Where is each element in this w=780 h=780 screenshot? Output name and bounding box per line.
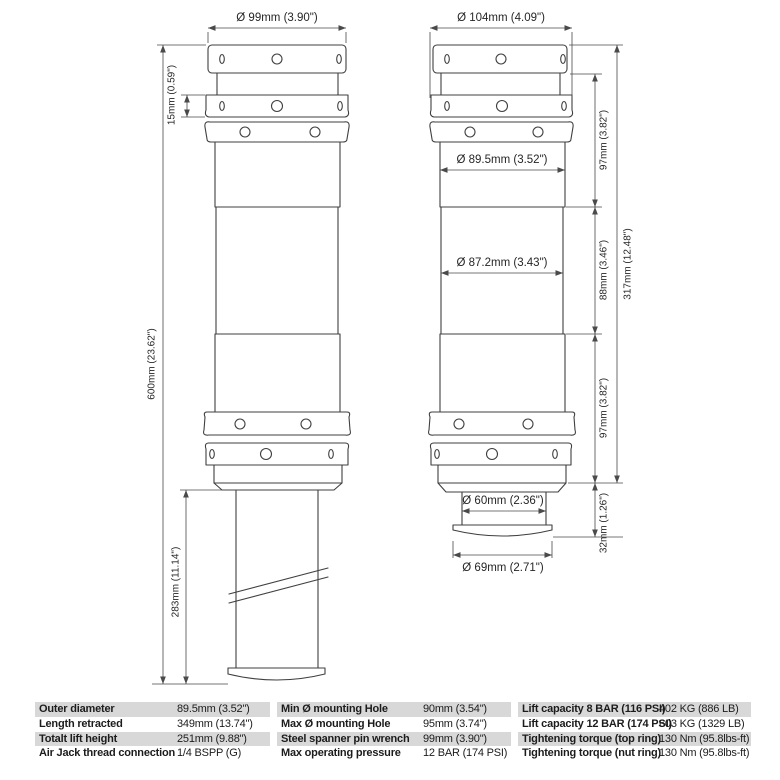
spec-value: 130 Nm (95.8lbs-ft) bbox=[659, 732, 750, 745]
spec-value: 603 KG (1329 LB) bbox=[659, 717, 745, 730]
dimension-32mm-foot bbox=[553, 483, 623, 553]
dim-label: Ø 104mm (4.09") bbox=[457, 12, 545, 24]
dimension-piston-diameter bbox=[462, 495, 546, 511]
spec-label: Tightening torque (top ring) bbox=[522, 732, 662, 745]
top-plate-holes bbox=[220, 54, 342, 64]
spec-row bbox=[35, 746, 270, 761]
piston-foot bbox=[228, 668, 325, 680]
spec-row bbox=[277, 732, 511, 747]
upper-ring bbox=[430, 95, 572, 117]
dimension-upper-body-diameter bbox=[440, 154, 565, 170]
spec-value: 89.5mm (3.52") bbox=[177, 703, 250, 715]
dim-label: 15mm (0.59") bbox=[166, 64, 178, 126]
cylinder-upper bbox=[215, 142, 340, 207]
top-neck bbox=[441, 73, 560, 95]
jack-extended-view bbox=[204, 45, 351, 680]
spec-row bbox=[518, 732, 751, 747]
spec-value: 349mm (13.74") bbox=[177, 717, 253, 730]
dimension-15mm bbox=[167, 65, 205, 125]
dim-label: 317mm (12.48") bbox=[622, 228, 634, 300]
bottom-ring-holes bbox=[435, 449, 558, 460]
upper-ring-holes bbox=[220, 101, 343, 112]
upper-ring bbox=[205, 95, 348, 117]
spec-row bbox=[35, 702, 270, 717]
piston-thread-mark bbox=[229, 568, 328, 603]
spec-value: 1/4 BSPP (G) bbox=[177, 747, 242, 760]
bottom-collar bbox=[214, 465, 342, 483]
spec-label: Lift capacity 8 BAR (116 PSI) bbox=[522, 703, 666, 715]
spec-value: 90mm (3.54") bbox=[423, 703, 487, 715]
dimension-top-plate-diameter-left bbox=[208, 12, 346, 43]
bottom-collar bbox=[438, 465, 566, 483]
top-plate-holes bbox=[445, 54, 566, 64]
cylinder-middle bbox=[441, 207, 563, 334]
spec-value: 130 Nm (95.8lbs-ft) bbox=[659, 747, 750, 760]
dimension-88mm bbox=[566, 207, 610, 334]
dim-label: 32mm (1.26") bbox=[598, 492, 610, 554]
cylinder-middle bbox=[216, 207, 338, 334]
piston-rod bbox=[236, 490, 318, 668]
bottom-ring bbox=[430, 443, 571, 465]
spec-value: 99mm (3.90") bbox=[423, 732, 487, 745]
dimension-middle-body-diameter bbox=[441, 257, 563, 273]
spec-label: Totalt lift height bbox=[39, 732, 118, 745]
dim-label: 97mm (3.82") bbox=[598, 377, 610, 439]
spec-row bbox=[35, 717, 270, 732]
spec-row bbox=[518, 717, 751, 732]
bottom-ring bbox=[205, 443, 348, 465]
spec-value: 251mm (9.88") bbox=[177, 732, 247, 745]
top-plate bbox=[433, 45, 567, 73]
bottom-lock-ring-holes bbox=[235, 419, 311, 429]
spec-group-mounting bbox=[277, 702, 511, 761]
piston-foot bbox=[453, 525, 552, 536]
spec-label: Lift capacity 12 BAR (174 PSI) bbox=[522, 717, 672, 730]
dim-label: Ø 69mm (2.71") bbox=[462, 562, 544, 574]
spec-label: Outer diameter bbox=[39, 703, 115, 715]
spec-row bbox=[277, 702, 511, 717]
dim-label: Ø 60mm (2.36") bbox=[462, 495, 544, 507]
spec-value: 402 KG (886 LB) bbox=[659, 703, 739, 715]
dimension-97mm-lower bbox=[568, 334, 623, 483]
dimension-top-ring-diameter-right bbox=[430, 12, 572, 98]
cylinder-lower bbox=[215, 334, 340, 412]
bottom-lock-ring bbox=[204, 412, 351, 435]
spec-label: Tightening torque (nut ring) bbox=[522, 747, 662, 760]
spec-value: 95mm (3.74") bbox=[423, 717, 487, 730]
spec-group-dimensions bbox=[35, 702, 270, 761]
cylinder-lower bbox=[440, 334, 565, 412]
spec-table bbox=[35, 702, 751, 761]
top-neck bbox=[217, 73, 338, 95]
dim-label: 97mm (3.82") bbox=[598, 109, 610, 171]
top-plate bbox=[208, 45, 346, 73]
bottom-taper bbox=[438, 483, 566, 492]
upper-ring-holes bbox=[445, 101, 567, 112]
cylinder-upper bbox=[440, 142, 565, 207]
dim-label: 600mm (23.62") bbox=[146, 328, 158, 400]
dimension-foot-diameter bbox=[453, 541, 552, 574]
spec-label: Steel spanner pin wrench bbox=[281, 732, 410, 745]
top-lock-ring-holes bbox=[240, 127, 320, 137]
spec-row bbox=[518, 746, 751, 761]
spec-row bbox=[277, 717, 511, 732]
spec-row bbox=[277, 746, 511, 761]
dim-label: Ø 99mm (3.90") bbox=[236, 12, 318, 24]
top-lock-ring-holes bbox=[465, 127, 543, 137]
spec-value: 12 BAR (174 PSI) bbox=[423, 747, 508, 760]
dimension-283mm-stroke bbox=[171, 490, 240, 684]
top-lock-ring bbox=[430, 122, 573, 142]
spec-label: Min Ø mounting Hole bbox=[281, 703, 388, 715]
bottom-taper bbox=[214, 483, 342, 490]
dimension-97mm-upper bbox=[566, 74, 610, 207]
spec-label: Max operating pressure bbox=[281, 747, 401, 760]
spec-row bbox=[35, 732, 270, 747]
bottom-lock-ring bbox=[429, 412, 576, 435]
dim-label: 88mm (3.46") bbox=[598, 239, 610, 301]
dim-label: 283mm (11.14") bbox=[170, 546, 182, 618]
spec-group-capacity bbox=[518, 702, 751, 761]
spec-row bbox=[518, 702, 751, 717]
jack-retracted-view bbox=[429, 45, 576, 536]
bottom-lock-ring-holes bbox=[454, 419, 533, 429]
top-lock-ring bbox=[205, 122, 349, 142]
bottom-ring-holes bbox=[210, 449, 334, 460]
dimension-600mm-total bbox=[147, 45, 228, 684]
spec-label: Length retracted bbox=[39, 717, 123, 730]
dim-label: Ø 89.5mm (3.52") bbox=[456, 154, 548, 166]
spec-label: Air Jack thread connection bbox=[39, 747, 176, 760]
dim-label: Ø 87.2mm (3.43") bbox=[456, 257, 548, 269]
spec-label: Max Ø mounting Hole bbox=[281, 717, 391, 730]
